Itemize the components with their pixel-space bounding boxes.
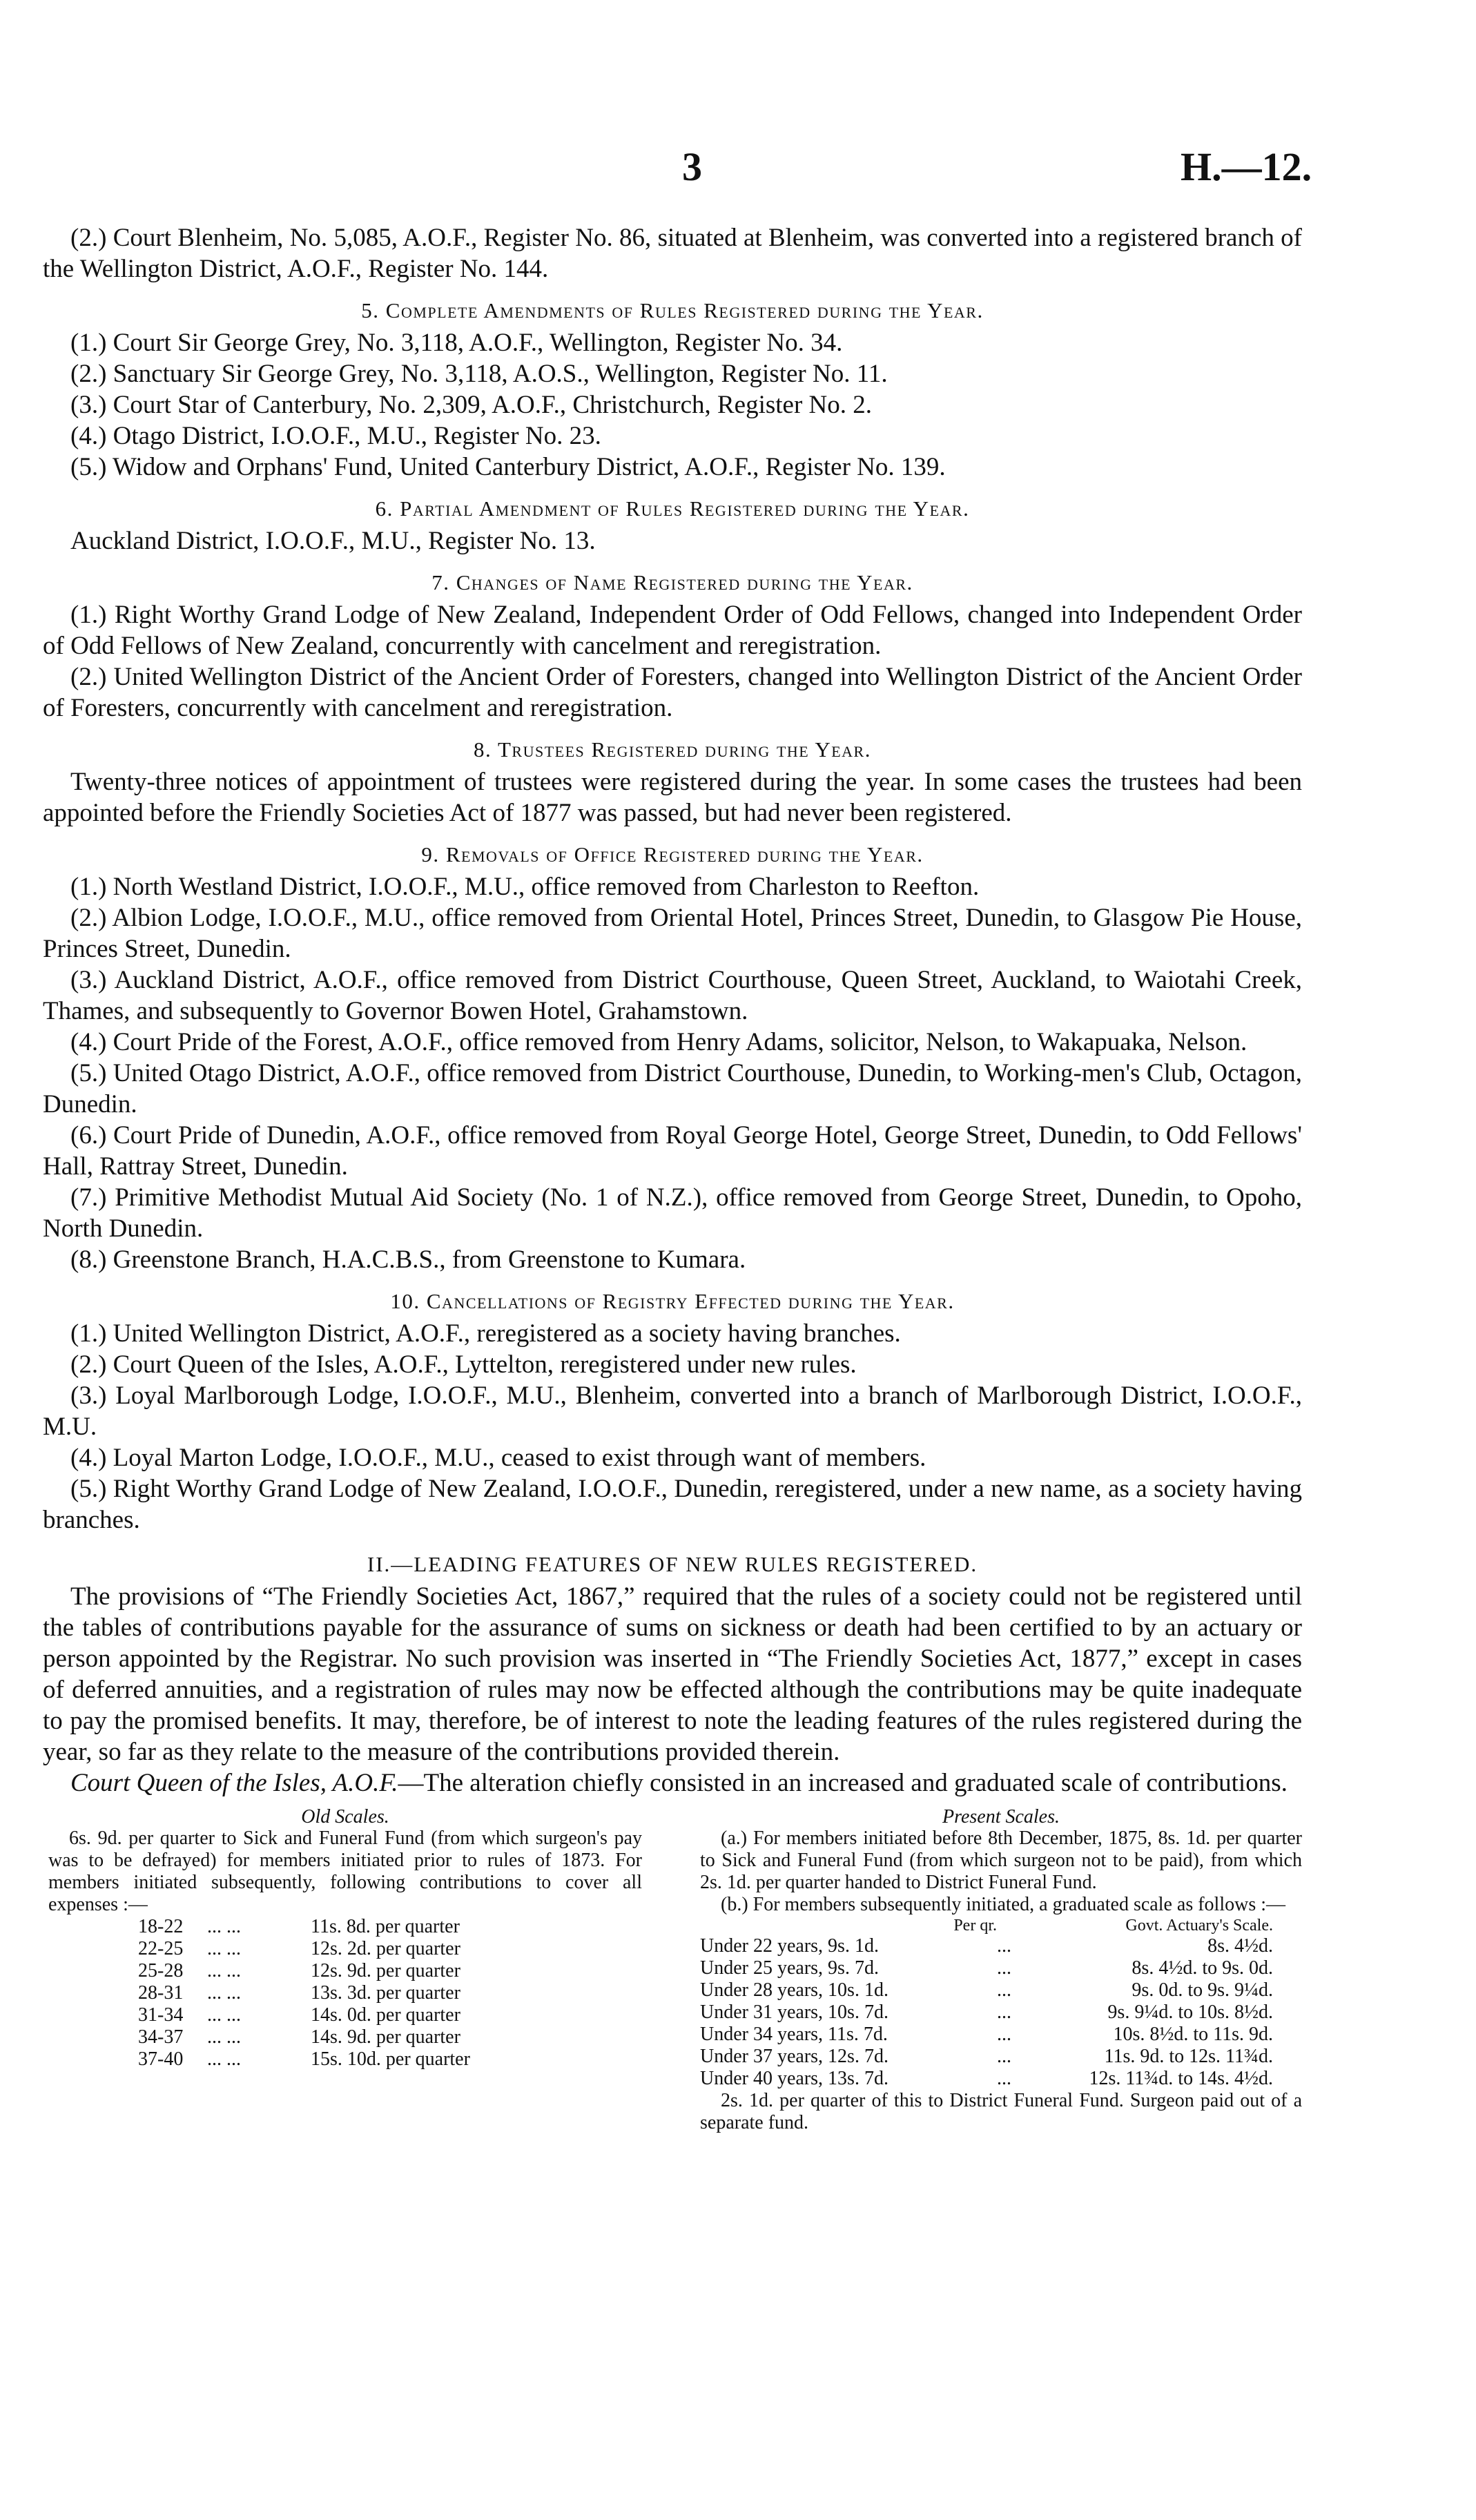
present-scale-govt: 9s. 9¼d. to 10s. 8½d. — [1107, 2002, 1273, 2023]
present-scale-leader: ... — [997, 2002, 1011, 2023]
old-scale-row — [48, 2048, 642, 2071]
old-scale-leader: ... ... — [207, 1938, 241, 1959]
present-scale-row — [700, 2046, 1302, 2068]
old-scale-rate: 12s. 2d. per quarter — [311, 1938, 460, 1959]
section5-heading: 5. Complete Amendments of Rules Registered during the Year. — [361, 298, 984, 322]
old-scale-rate: 11s. 8d. per quarter — [311, 1916, 460, 1937]
old-scale-age: 37-40 — [138, 2048, 184, 2070]
old-scales-column — [48, 1807, 642, 2071]
section7-item: (1.) Right Worthy Grand Lodge of New Zealand, Independent Order of Odd Fellows, changed into Independent Order of Odd Fellows of New Zealand, concurrently with cancelment and reregistration. — [43, 601, 1302, 660]
old-scale-leader: ... ... — [207, 2004, 241, 2026]
section10-item: (2.) Court Queen of the Isles, A.O.F., Lyttelton, reregistered under new rules. — [70, 1350, 857, 1379]
old-scales-intro: 6s. 9d. per quarter to Sick and Funeral Fund (from which surgeon's pay was to be defrayed) for members initiated prior to rules of 1873. For members initiated subsequently, following contributions to cover all expenses :— — [48, 1828, 642, 1915]
per-quarter-header: Per qr. — [953, 1917, 997, 1935]
present-scale-govt: 8s. 4½d. to 9s. 0d. — [1132, 1957, 1273, 1979]
section5-item: (5.) Widow and Orphans' Fund, United Canterbury District, A.O.F., Register No. 139. — [70, 453, 946, 481]
section5-item: (4.) Otago District, I.O.O.F., M.U., Register No. 23. — [70, 422, 601, 450]
old-scale-row — [48, 1982, 642, 2004]
section5-item: (3.) Court Star of Canterbury, No. 2,309, A.O.F., Christchurch, Register No. 2. — [70, 391, 873, 419]
present-scales-title: Present Scales. — [942, 1806, 1060, 1828]
old-scale-leader: ... ... — [207, 2026, 241, 2048]
present-scale-govt: 12s. 11¾d. to 14s. 4½d. — [1089, 2068, 1273, 2089]
present-scale-age: Under 28 years, 10s. 1d. — [700, 1979, 888, 2001]
govt-actuary-header: Govt. Actuary's Scale. — [1125, 1917, 1273, 1935]
page-number: 3 — [682, 144, 702, 189]
present-scale-age: Under 31 years, 10s. 7d. — [700, 2002, 888, 2023]
court-queen-name: Court Queen of the Isles, A.O.F. — [70, 1769, 398, 1797]
old-scale-age: 31-34 — [138, 2004, 184, 2026]
document-reference: H.—12. — [1181, 144, 1312, 189]
section6-text: Auckland District, I.O.O.F., M.U., Register No. 13. — [70, 527, 596, 555]
section6-heading: 6. Partial Amendment of Rules Registered during the Year. — [375, 496, 970, 521]
scales-comparison — [43, 1807, 1302, 2193]
court-queen-paragraph — [43, 1767, 1302, 1799]
old-scale-row — [48, 1938, 642, 1960]
section7-item: (2.) United Wellington District of the Ancient Order of Foresters, changed into Wellington District of the Ancient Order of Foresters, concurrently with cancelment and reregistration. — [43, 663, 1302, 722]
old-scale-age: 34-37 — [138, 2026, 184, 2048]
present-scale-leader: ... — [997, 2046, 1011, 2067]
old-scale-leader: ... ... — [207, 1982, 241, 2004]
old-scale-leader: ... ... — [207, 1916, 241, 1937]
old-scales-title: Old Scales. — [301, 1806, 389, 1828]
present-scales-a: (a.) For members initiated before 8th December, 1875, 8s. 1d. per quarter to Sick and Funeral Fund (from which surgeon not to be paid), from which 2s. 1d. per quarter handed to District Funeral Fund. — [700, 1828, 1302, 1893]
part2-heading: II.—LEADING FEATURES OF NEW RULES REGISTERED. — [367, 1552, 978, 1576]
present-scale-row — [700, 2002, 1302, 2024]
section10-item: (5.) Right Worthy Grand Lodge of New Zealand, I.O.O.F., Dunedin, reregistered, under a new name, as a society having branches. — [43, 1475, 1302, 1534]
present-scale-row — [700, 1979, 1302, 2002]
present-scales-b: (b.) For members subsequently initiated, a graduated scale as follows :— — [721, 1894, 1286, 1915]
court-queen-text: —The alteration chiefly consisted in an increased and graduated scale of contributions. — [398, 1769, 1288, 1797]
present-scales-column — [700, 1807, 1302, 2134]
present-scale-row — [700, 1935, 1302, 1957]
present-scale-age: Under 40 years, 13s. 7d. — [700, 2068, 888, 2089]
section7-heading: 7. Changes of Name Registered during the Year. — [431, 570, 913, 594]
present-scale-leader: ... — [997, 1979, 1011, 2001]
present-scale-leader: ... — [997, 2068, 1011, 2089]
present-scale-leader: ... — [997, 1935, 1011, 1957]
present-scale-age: Under 25 years, 9s. 7d. — [700, 1957, 879, 1979]
old-scale-row — [48, 2004, 642, 2026]
old-scale-row — [48, 1960, 642, 1982]
page-header — [0, 144, 1476, 192]
present-scale-row — [700, 2024, 1302, 2046]
section9-item: (7.) Primitive Methodist Mutual Aid Society (No. 1 of N.Z.), office removed from George Street, Dunedin, to Opoho, North Dunedin. — [43, 1183, 1302, 1243]
old-scale-rate: 14s. 0d. per quarter — [311, 2004, 460, 2026]
old-scale-rate: 15s. 10d. per quarter — [311, 2048, 470, 2070]
present-scale-age: Under 37 years, 12s. 7d. — [700, 2046, 888, 2067]
old-scale-row — [48, 1916, 642, 1938]
section4-item-2: (2.) Court Blenheim, No. 5,085, A.O.F., Register No. 86, situated at Blenheim, was converted into a registered branch of the Wellington District, A.O.F., Register No. 144. — [43, 224, 1302, 283]
old-scale-rate: 13s. 3d. per quarter — [311, 1982, 460, 2004]
present-scale-leader: ... — [997, 2024, 1011, 2045]
present-scale-govt: 8s. 4½d. — [1207, 1935, 1273, 1957]
page-body — [43, 222, 1302, 2193]
present-scale-leader: ... — [997, 1957, 1011, 1979]
section9-item: (8.) Greenstone Branch, H.A.C.B.S., from Greenstone to Kumara. — [70, 1246, 746, 1274]
section8-heading: 8. Trustees Registered during the Year. — [474, 737, 871, 762]
section8-text: Twenty-three notices of appointment of trustees were registered during the year. In some cases the trustees had been appointed before the Friendly Societies Act of 1877 was passed, but had never been registered. — [43, 768, 1302, 827]
present-scale-age: Under 22 years, 9s. 1d. — [700, 1935, 879, 1957]
present-scale-govt: 9s. 0d. to 9s. 9¼d. — [1132, 1979, 1273, 2001]
section9-item: (1.) North Westland District, I.O.O.F., M.U., office removed from Charleston to Reefton. — [70, 873, 980, 901]
section10-item: (4.) Loyal Marton Lodge, I.O.O.F., M.U., ceased to exist through want of members. — [70, 1444, 926, 1472]
section5-item: (1.) Court Sir George Grey, No. 3,118, A.O.F., Wellington, Register No. 34. — [70, 329, 843, 357]
section10-item: (1.) United Wellington District, A.O.F., reregistered as a society having branches. — [70, 1319, 901, 1348]
old-scale-leader: ... ... — [207, 1960, 241, 1981]
present-scale-age: Under 34 years, 11s. 7d. — [700, 2024, 888, 2045]
section10-heading: 10. Cancellations of Registry Effected during the Year. — [390, 1289, 955, 1313]
section9-item: (3.) Auckland District, A.O.F., office removed from District Courthouse, Queen Street, Auckland, to Waiotahi Creek, Thames, and subsequently to Governor Bowen Hotel, Grahamstown. — [43, 966, 1302, 1025]
old-scale-age: 18-22 — [138, 1916, 184, 1937]
present-scale-govt: 11s. 9d. to 12s. 11¾d. — [1104, 2046, 1273, 2067]
old-scale-age: 28-31 — [138, 1982, 184, 2004]
old-scale-rate: 14s. 9d. per quarter — [311, 2026, 460, 2048]
present-scale-row — [700, 2068, 1302, 2090]
section10-item: (3.) Loyal Marlborough Lodge, I.O.O.F., M.U., Blenheim, converted into a branch of Marlborough District, I.O.O.F., M.U. — [43, 1382, 1302, 1441]
section9-heading: 9. Removals of Office Registered during the Year. — [421, 842, 924, 866]
present-scales-footer: 2s. 1d. per quarter of this to District Funeral Fund. Surgeon paid out of a separate fund. — [700, 2090, 1302, 2133]
section9-item: (5.) United Otago District, A.O.F., office removed from District Courthouse, Dunedin, to Working-men's Club, Octagon, Dunedin. — [43, 1059, 1302, 1118]
old-scale-rate: 12s. 9d. per quarter — [311, 1960, 460, 1981]
old-scale-age: 25-28 — [138, 1960, 184, 1981]
old-scale-row — [48, 2026, 642, 2048]
old-scale-age: 22-25 — [138, 1938, 184, 1959]
present-scale-row — [700, 1957, 1302, 1979]
section9-item: (2.) Albion Lodge, I.O.O.F., M.U., office removed from Oriental Hotel, Princes Street, Dunedin, to Glasgow Pie House, Princes Street, Dunedin. — [43, 904, 1302, 963]
old-scale-leader: ... ... — [207, 2048, 241, 2070]
section9-item: (4.) Court Pride of the Forest, A.O.F., office removed from Henry Adams, solicitor, Nelson, to Wakapuaka, Nelson. — [70, 1028, 1247, 1056]
section9-item: (6.) Court Pride of Dunedin, A.O.F., office removed from Royal George Hotel, George Street, Dunedin, to Odd Fellows' Hall, Rattray Street, Dunedin. — [43, 1121, 1302, 1181]
section5-item: (2.) Sanctuary Sir George Grey, No. 3,118, A.O.S., Wellington, Register No. 11. — [70, 360, 888, 388]
present-scales-header — [700, 1916, 1302, 1935]
part2-paragraph: The provisions of “The Friendly Societies Act, 1867,” required that the rules of a society could not be registered until the tables of contributions payable for the assurance of sums on sickness or death had been certified to by an actuary or person appointed by the Registrar. No such provision was inserted in “The Friendly Societies Act, 1877,” except in cases of deferred annuities, and a registration of rules may now be effected although the contributions may be quite inadequate to pay the promised benefits. It may, therefore, be of interest to note the leading features of the rules registered during the year, so far as they relate to the measure of the contributions provided therein. — [43, 1582, 1302, 1766]
present-scale-govt: 10s. 8½d. to 11s. 9d. — [1113, 2024, 1273, 2045]
